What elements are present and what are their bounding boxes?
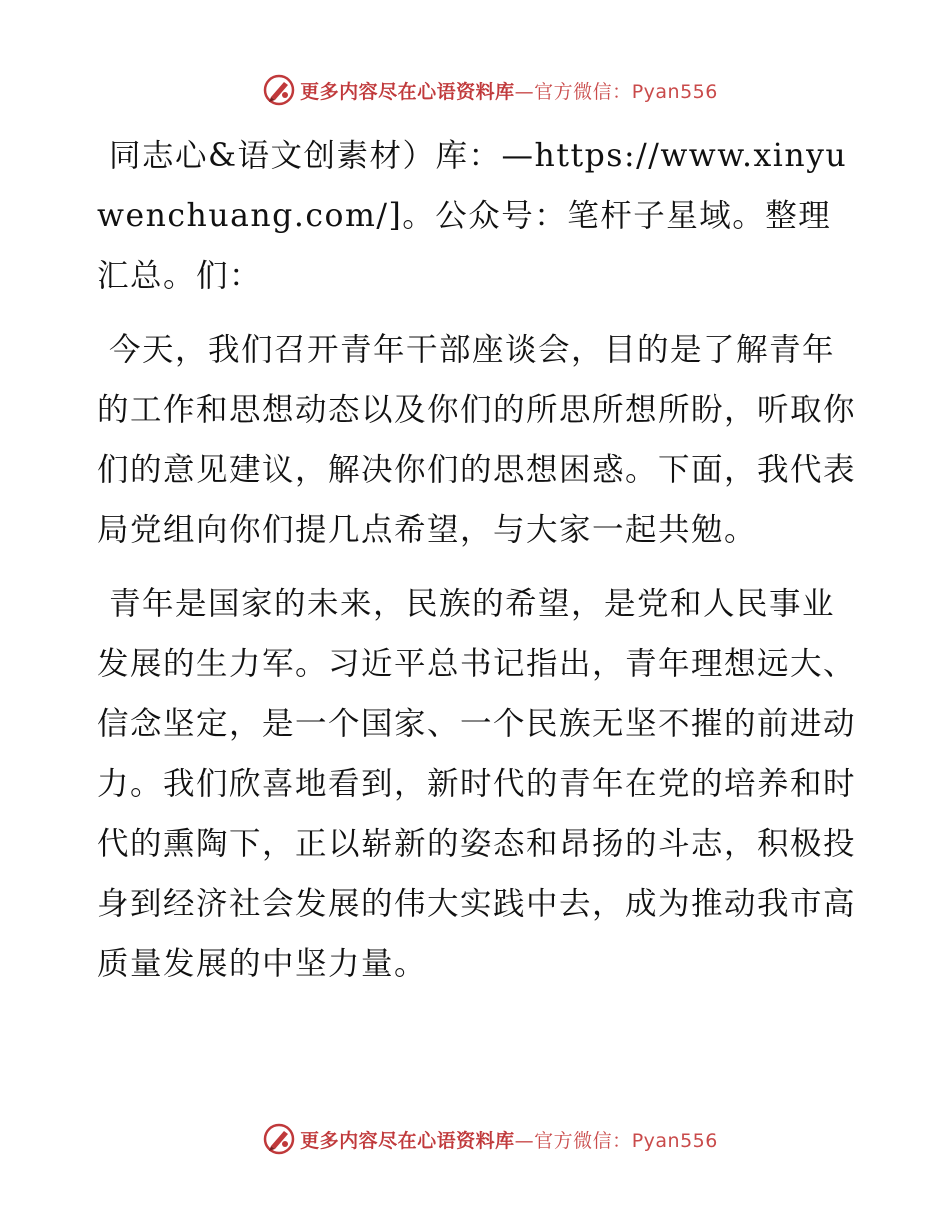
paragraph-2-text: 今天，我们召开青年干部座谈会，目的是了解青年的工作和思想动态以及你们的所思所想所盼，听取你们的意见建议，解决你们的思想困惑。下面，我代表局党组向你们提几点希望，与大家一起共勉。 bbox=[97, 332, 857, 548]
header-banner-wechat-id: Pyan556 bbox=[631, 80, 718, 103]
paragraph-3 bbox=[97, 574, 857, 994]
paragraph-2 bbox=[97, 320, 857, 560]
header-banner-main: 更多内容尽在心语资料库 bbox=[300, 80, 515, 103]
footer-banner-text bbox=[300, 1126, 718, 1153]
paragraph-1-text: 同志心&语文创素材）库：—https://www.xinyuwenchuang.com/]。公众号：笔杆子星域。整理汇总。们： bbox=[97, 138, 848, 294]
header-banner-text bbox=[300, 77, 718, 104]
footer-banner-main: 更多内容尽在心语资料库 bbox=[300, 1129, 515, 1152]
footer-banner-wechat-id: Pyan556 bbox=[631, 1129, 718, 1152]
header-banner bbox=[0, 68, 950, 112]
header-banner-dash: — bbox=[514, 80, 535, 103]
header-banner-content bbox=[262, 73, 718, 107]
footer-banner-wechat-label: 官方微信： bbox=[534, 1129, 632, 1152]
paragraph-1 bbox=[97, 126, 857, 306]
pen-seal-logo-icon bbox=[262, 73, 296, 107]
paragraph-3-text: 青年是国家的未来，民族的希望，是党和人民事业发展的生力军。习近平总书记指出，青年理想远大、信念坚定，是一个国家、一个民族无坚不摧的前进动力。我们欣喜地看到，新时代的青年在党的培养和时代的熏陶下，正以崭新的姿态和昂扬的斗志，积极投身到经济社会发展的伟大实践中去，成为推动我市高质量发展的中坚力量。 bbox=[97, 586, 857, 982]
footer-banner-content bbox=[262, 1122, 718, 1156]
header-banner-wechat-label: 官方微信： bbox=[534, 80, 632, 103]
footer-banner-dash: — bbox=[514, 1129, 535, 1152]
footer-banner bbox=[0, 1117, 950, 1161]
pen-seal-logo-icon bbox=[262, 1122, 296, 1156]
document-body bbox=[97, 126, 857, 1008]
